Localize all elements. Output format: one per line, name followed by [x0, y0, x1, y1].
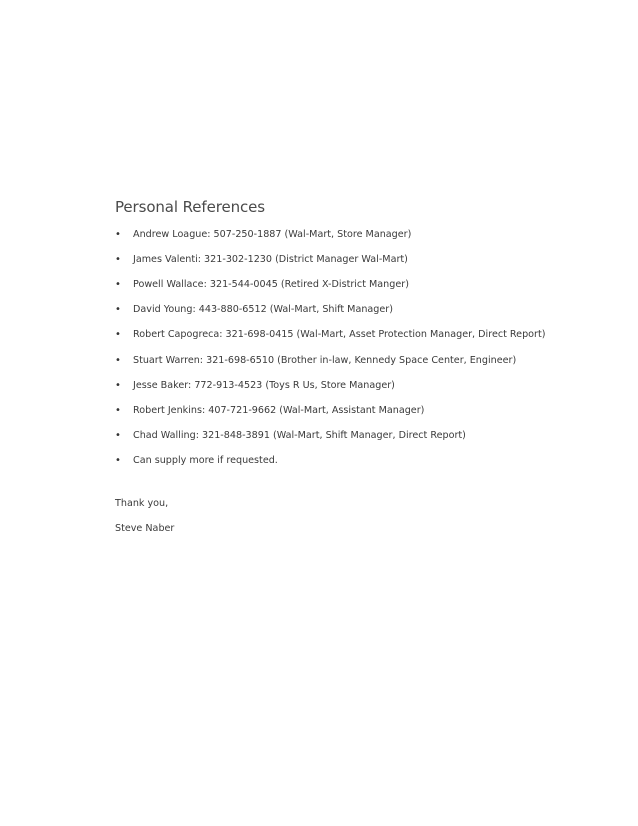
bullet-icon: •	[115, 279, 121, 291]
bullet-icon: •	[115, 254, 121, 266]
page-title: Personal References	[115, 198, 265, 216]
reference-text: David Young: 443-880-6512 (Wal-Mart, Shift Manager)	[133, 304, 393, 316]
bullet-icon: •	[115, 379, 121, 391]
reference-text: Stuart Warren: 321-698-6510 (Brother in-law, Kennedy Space Center, Engineer)	[133, 354, 517, 366]
bullet-icon: •	[115, 354, 121, 366]
reference-text: Chad Walling: 321-848-3891 (Wal-Mart, Shift Manager, Direct Report)	[133, 429, 466, 441]
signature-name: Steve Naber	[115, 523, 175, 534]
list-item	[115, 272, 615, 297]
bullet-icon: •	[115, 454, 121, 466]
reference-text: Andrew Loague: 507-250-1887 (Wal-Mart, Store Manager)	[133, 229, 412, 241]
reference-text: Jesse Baker: 772-913-4523 (Toys R Us, Store Manager)	[133, 379, 395, 391]
reference-text: James Valenti: 321-302-1230 (District Manager Wal-Mart)	[133, 254, 408, 266]
reference-text: Robert Capogreca: 321-698-0415 (Wal-Mart, Asset Protection Manager, Direct Report)	[133, 329, 546, 341]
bullet-icon: •	[115, 229, 121, 241]
list-item	[115, 373, 615, 398]
closing-thanks: Thank you,	[115, 498, 169, 509]
list-item	[115, 222, 615, 247]
list-item	[115, 247, 615, 272]
reference-text: Powell Wallace: 321-544-0045 (Retired X-District Manger)	[133, 279, 409, 291]
references-list	[115, 222, 615, 473]
bullet-icon: •	[115, 304, 121, 316]
reference-text: Robert Jenkins: 407-721-9662 (Wal-Mart, Assistant Manager)	[133, 404, 425, 416]
bullet-icon: •	[115, 329, 121, 341]
list-item	[115, 398, 615, 423]
list-item	[115, 423, 615, 448]
bullet-icon: •	[115, 429, 121, 441]
list-item	[115, 322, 615, 347]
list-item	[115, 448, 615, 473]
list-item	[115, 297, 615, 322]
bullet-icon: •	[115, 404, 121, 416]
list-item	[115, 347, 615, 372]
reference-text: Can supply more if requested.	[133, 454, 278, 466]
